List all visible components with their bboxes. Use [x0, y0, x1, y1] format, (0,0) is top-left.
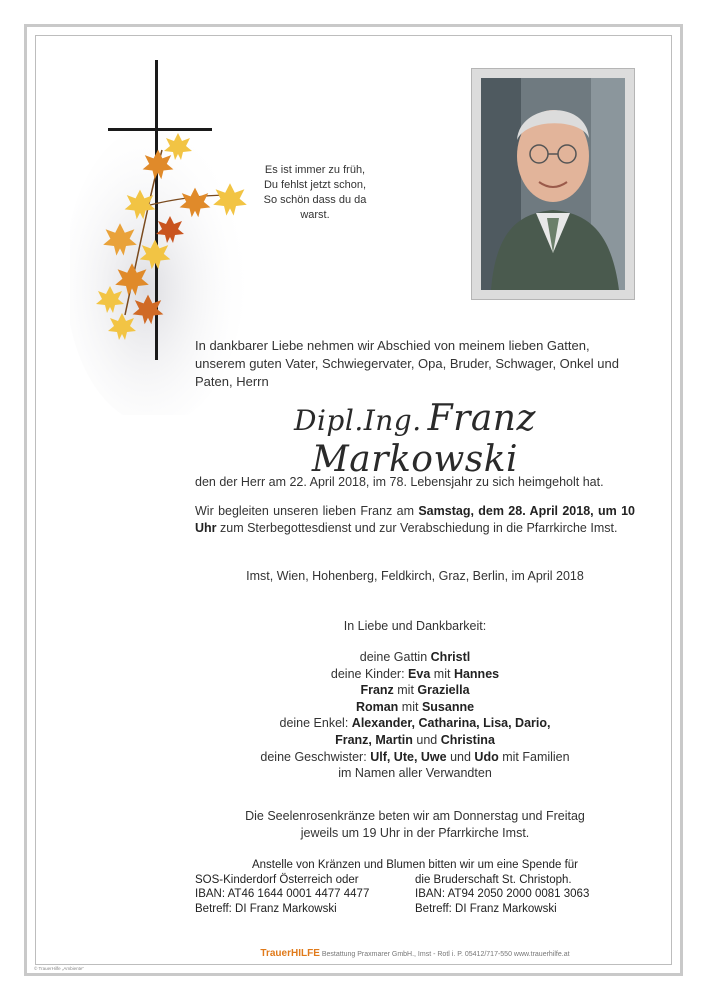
love-heading: In Liebe und Dankbarkeit: [343, 619, 487, 633]
quote-line: Du fehlst jetzt schon, [263, 179, 367, 191]
donation-right: die Bruderschaft St. Christoph. IBAN: AT94 2050 2000 0081 3063 Betreff: DI Franz Markowski [415, 873, 590, 915]
service-date: Samstag, dem 28. April 2018, [418, 504, 594, 518]
family-child-line: Franz mit Graziella [360, 683, 470, 698]
family-children-line: deine Kinder: Eva mit Hannes [330, 666, 500, 681]
family-wife-line: deine Gattin Christl [359, 650, 471, 664]
quote-line: Es ist immer zu früh, [264, 164, 366, 176]
donation-heading: Anstelle von Kränzen und Blumen bitten wir um eine Spende für [251, 859, 579, 871]
family-relatives-line: im Namen aller Verwandten [338, 766, 492, 781]
donation-left: SOS-Kinderdorf Österreich oder IBAN: AT46 1644 0001 4477 4477 Betreff: DI Franz Markowski [195, 873, 370, 915]
passing-text: den der Herr am 22. April 2018, im 78. Lebensjahr zu sich heimgeholt hat. [195, 475, 604, 489]
footer [195, 948, 635, 959]
full-name: Franz Markowski [311, 398, 536, 480]
family-siblings-line: deine Geschwister: Ulf, Ute, Uwe und Udo mit Familien [260, 749, 570, 764]
intro-text: In dankbarer Liebe nehmen wir Abschied von meinem lieben Gatten, unserem guten Vater, Schwiegervater, Opa, Bruder, Schwager, Onkel und Paten, Herrn [195, 338, 619, 389]
service-post: zum Sterbegottesdienst und zur Verabschiedung in die Pfarrkirche Imst. [216, 521, 618, 535]
memorial-quote [250, 163, 380, 223]
service-time: um 10 Uhr [195, 504, 635, 535]
donation-notice [195, 858, 635, 916]
service-announcement [195, 503, 635, 537]
donation-columns [195, 873, 635, 917]
copyright-note: © TrauerHilfe „Ambiente“ [34, 966, 84, 971]
quote-line: So schön dass du da warst. [263, 194, 367, 221]
family-list [195, 649, 635, 782]
family-child-line: Roman mit Susanne [355, 699, 475, 714]
cross-horizontal [108, 128, 212, 131]
family-grandchildren-line: Franz, Martin und Christina [335, 732, 495, 747]
portrait-photo [481, 78, 625, 290]
footer-text: Bestattung Praxmarer GmbH., Imst - Rotl i. P. 05412/717-550 www.trauerhilfe.at [321, 951, 570, 958]
family-grandchildren-line: deine Enkel: Alexander, Catharina, Lisa, Dario, [279, 716, 551, 731]
rosary-notice: Die Seelenrosenkränze beten wir am Donnerstag und Freitag jeweils um 19 Uhr in der Pfarrkirche Imst. [245, 809, 585, 840]
academic-title: Dipl.Ing. [294, 404, 422, 437]
deceased-name [195, 398, 635, 480]
trauerhilfe-logo: TrauerHILFE [260, 948, 320, 959]
places-date: Imst, Wien, Hohenberg, Feldkirch, Graz, Berlin, im April 2018 [246, 569, 584, 583]
service-pre: Wir begleiten unseren lieben Franz am [195, 504, 419, 518]
